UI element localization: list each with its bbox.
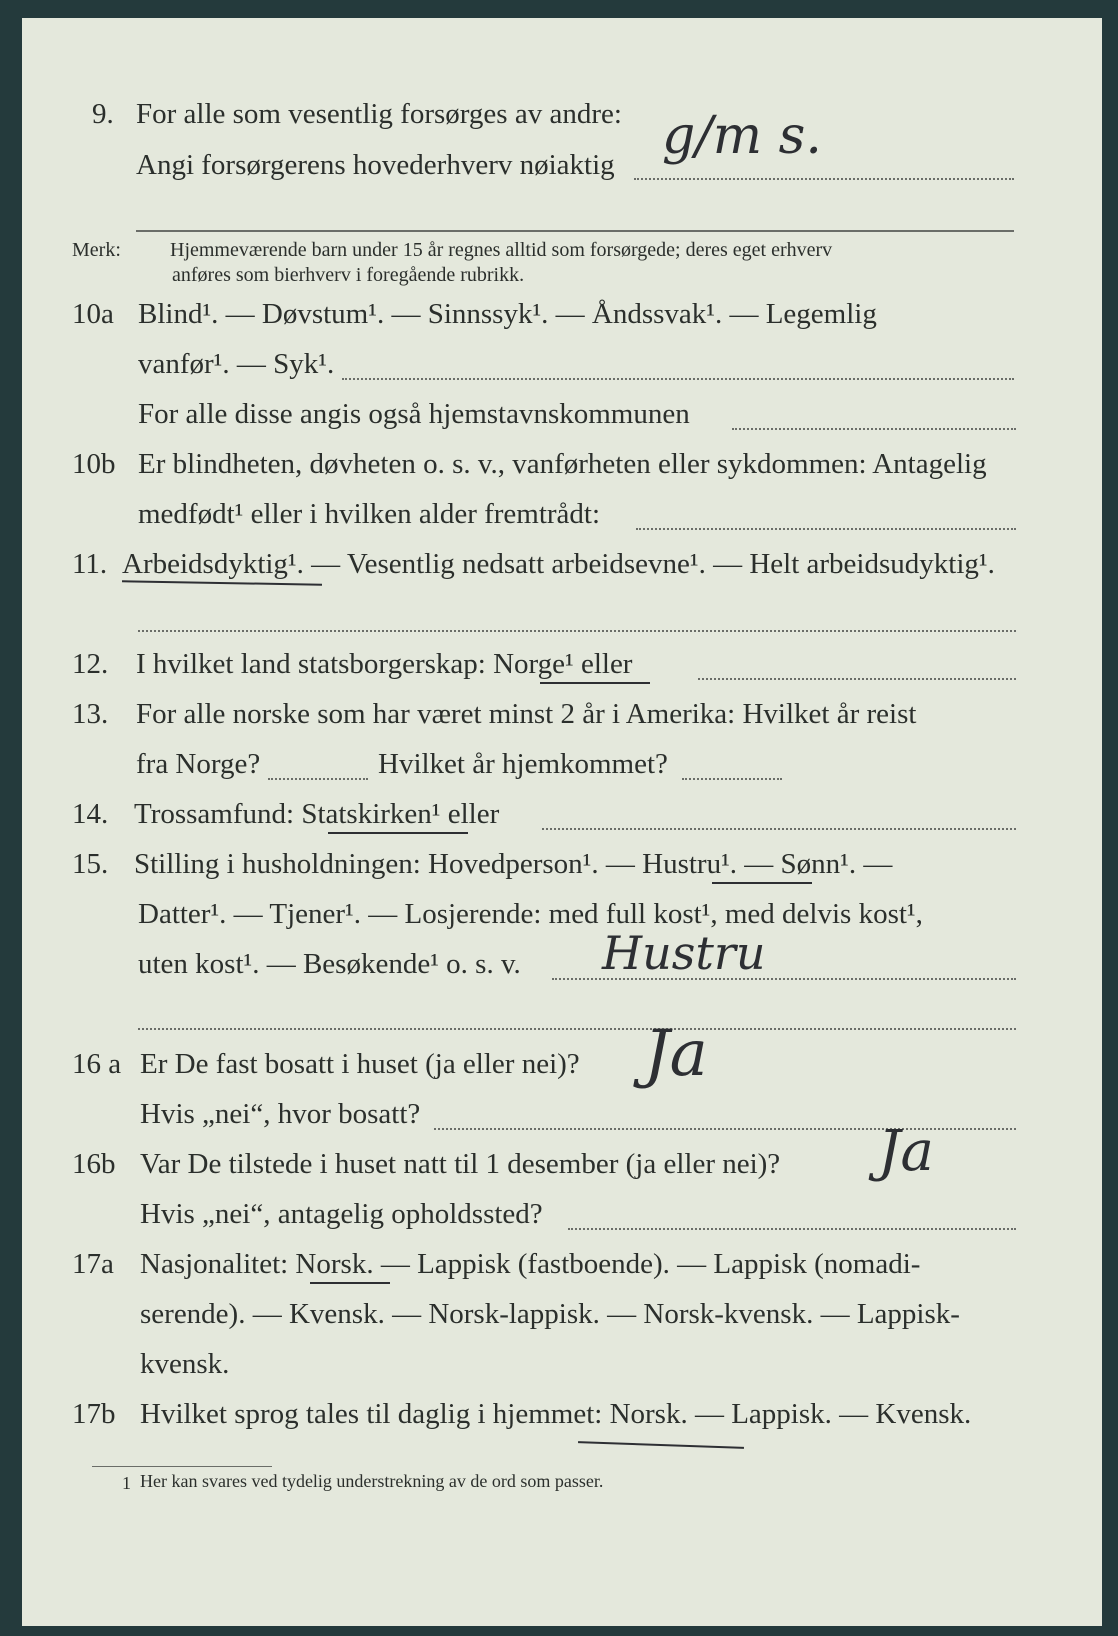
question-number: 16 a (72, 1048, 122, 1080)
q17b-line-1: Hvilket sprog tales til daglig i hjemmet: Norsk. — Lappisk. — Kvensk. (140, 1398, 972, 1430)
question-number: 15. (72, 848, 109, 880)
q16b-line-1: Var De tilstede i huset natt til 1 desember (ja eller nei)? (140, 1148, 781, 1180)
q16a-line-1: Er De fast bosatt i huset (ja eller nei)? (140, 1048, 580, 1080)
answer-line (634, 178, 1014, 180)
answer-line (568, 1228, 1016, 1230)
answer-line (138, 630, 1016, 632)
q10b-line-1: Er blindheten, døvheten o. s. v., vanførheten eller sykdommen: Antagelig (138, 448, 987, 480)
q17a-line-3: kvensk. (140, 1348, 230, 1380)
question-number: 16b (72, 1148, 116, 1180)
q15-handwritten-answer: Hustru (602, 926, 766, 980)
handwritten-underline (712, 882, 812, 884)
census-form-page (22, 18, 1102, 1626)
answer-line (268, 778, 368, 780)
q15-line-3: uten kost¹. — Besøkende¹ o. s. v. (138, 948, 521, 980)
q13-line-2b: Hvilket år hjemkommet? (378, 748, 668, 780)
q9-line-1: For alle som vesentlig forsørges av andre: (136, 98, 622, 130)
handwritten-underline (540, 682, 650, 684)
answer-line (136, 230, 1014, 232)
q9-line-2: Angi forsørgerens hovederhverv nøiaktig (136, 149, 615, 181)
question-number: 17a (72, 1248, 114, 1280)
q11-line-1: Arbeidsdyktig¹. — Vesentlig nedsatt arbeidsevne¹. — Helt arbeidsudyktig¹. (122, 548, 995, 580)
q10b-line-2: medfødt¹ eller i hvilken alder fremtrådt: (138, 498, 601, 530)
answer-line (542, 828, 1016, 830)
question-number: 17b (72, 1398, 116, 1430)
footnote-mark: 1 (122, 1473, 131, 1493)
footnote-text: Her kan svares ved tydelig understrekning av de ord som passer. (140, 1471, 604, 1491)
q16b-line-2: Hvis „nei“, antagelig opholdssted? (140, 1198, 543, 1230)
question-number: 13. (72, 698, 109, 730)
q17a-line-1: Nasjonalitet: Norsk. — Lappisk (fastboende). — Lappisk (nomadi- (140, 1248, 921, 1280)
handwritten-underline (578, 1441, 744, 1449)
q16a-line-2: Hvis „nei“, hvor bosatt? (140, 1098, 421, 1130)
answer-line (698, 678, 1016, 680)
q10a-line-3: For alle disse angis også hjemstavnskommunen (138, 398, 690, 430)
handwritten-underline (122, 580, 322, 585)
answer-line (342, 378, 1014, 380)
q12-line-1: I hvilket land statsborgerskap: Norge¹ eller (136, 648, 633, 680)
answer-line (636, 528, 1016, 530)
q17a-line-2: serende). — Kvensk. — Norsk-lappisk. — Norsk-kvensk. — Lappisk- (140, 1298, 960, 1330)
q13-line-2a: fra Norge? (136, 748, 261, 780)
question-number: 14. (72, 798, 109, 830)
q15-line-1: Stilling i husholdningen: Hovedperson¹. — Hustru¹. — Sønn¹. — (134, 848, 893, 880)
q14-line-1: Trossamfund: Statskirken¹ eller (134, 798, 500, 830)
answer-line (682, 778, 782, 780)
q9-handwritten-answer: g/m s. (662, 106, 822, 166)
question-number: 10a (72, 298, 114, 330)
q15-line-2: Datter¹. — Tjener¹. — Losjerende: med full kost¹, med delvis kost¹, (138, 898, 923, 930)
question-number: 11. (72, 548, 108, 580)
merk-line-1: Hjemmeværende barn under 15 år regnes alltid som forsørgede; deres eget erhverv (170, 239, 833, 261)
footnote-rule (92, 1466, 272, 1467)
q10a-line-1: Blind¹. — Døvstum¹. — Sinnssyk¹. — Åndssvak¹. — Legemlig (138, 298, 877, 330)
answer-line (138, 1028, 1016, 1030)
q16b-handwritten-answer: Ja (878, 1119, 934, 1184)
q16a-handwritten-answer: Ja (644, 1017, 708, 1091)
question-number: 12. (72, 648, 109, 680)
handwritten-underline (310, 1282, 390, 1284)
handwritten-underline (328, 832, 468, 834)
merk-line-2: anføres som bierhverv i foregående rubrikk. (172, 264, 525, 286)
question-number: 9. (92, 98, 114, 130)
question-number: 10b (72, 448, 116, 480)
answer-line (732, 428, 1016, 430)
merk-label: Merk: (72, 239, 121, 261)
q10a-line-2: vanfør¹. — Syk¹. (138, 348, 335, 380)
q13-line-1: For alle norske som har været minst 2 år i Amerika: Hvilket år reist (136, 698, 917, 730)
